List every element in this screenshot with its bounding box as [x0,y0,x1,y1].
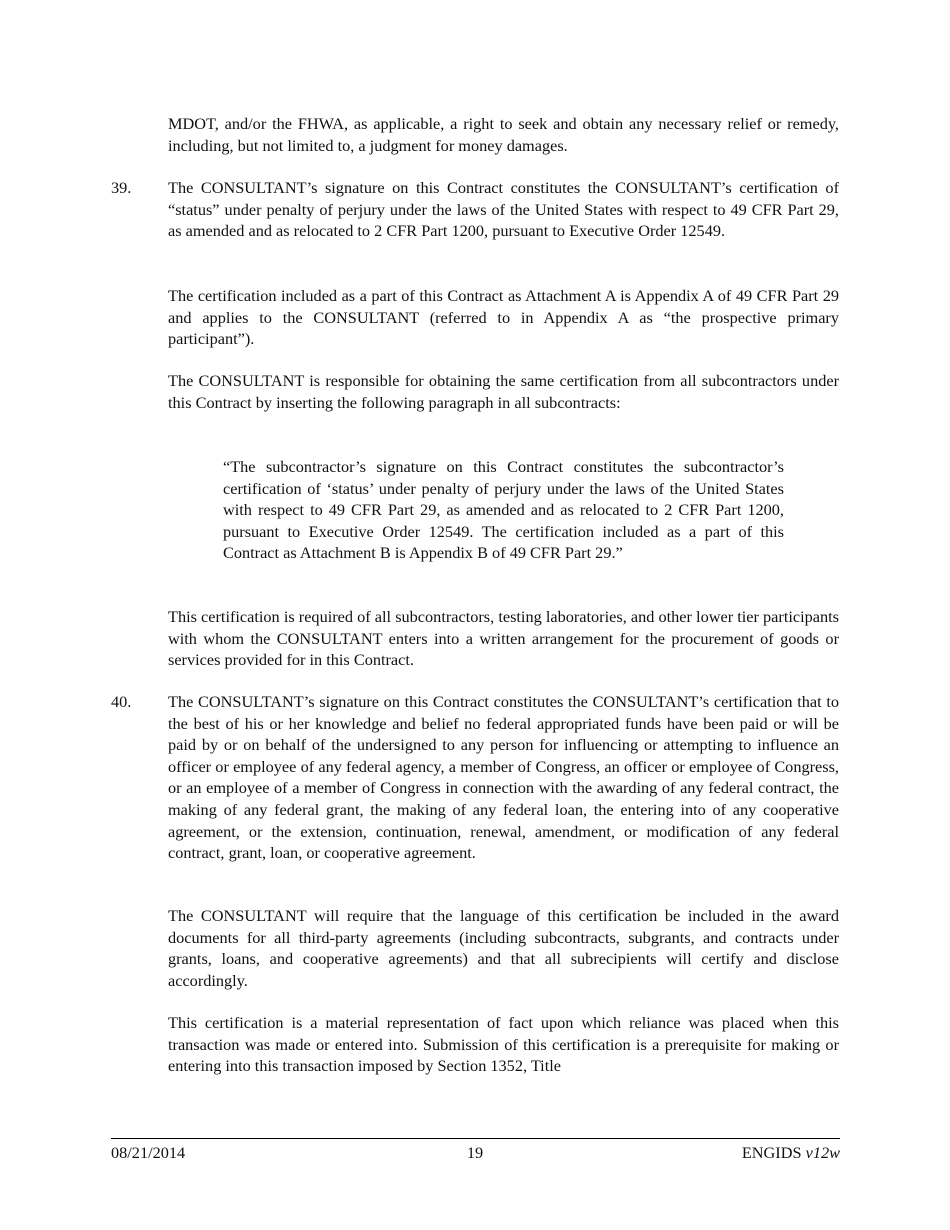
item-40-paragraph-1: The CONSULTANT’s signature on this Contract constitutes the CONSULTANT’s certification that to the best of his or her knowledge and belief no federal appropriated funds have been paid or will be paid by or on behalf of the undersigned to any person for influencing or attempting to influence an officer or employee of any federal agency, a member of Congress, an officer or employee of Congress, or an employee of a member of Congress in connection with the awarding of any federal contract, the making of any federal grant, the making of any federal loan, the entering into of any cooperative agreement, or the extension, continuation, renewal, amendment, or modification of any federal contract, grant, loan, or cooperative agreement. [168,692,839,863]
item-40-paragraph-2: The CONSULTANT will require that the language of this certification be included in the award documents for all third-party agreements (including subcontracts, subgrants, and contracts under grants, loans, and cooperative agreements) and that all subrecipients will certify and disclose accordingly. [168,906,839,990]
footer-doc-name: ENGIDS [741,1143,802,1162]
footer-divider [111,1138,840,1139]
footer-date: 08/21/2014 [111,1143,186,1162]
item-40-paragraph-3: This certification is a material representation of fact upon which reliance was placed when this transaction was made or entered into. Submission of this certification is a prerequisite for making or entering into this transaction imposed by Section 1352, Title [168,1013,839,1076]
item-39-paragraph-1: The CONSULTANT’s signature on this Contract constitutes the CONSULTANT’s certification of “status” under penalty of perjury under the laws of the United States with respect to 49 CFR Part 29, as amended and as relocated to 2 CFR Part 1200, pursuant to Executive Order 12549. [168,178,839,241]
footer-document-id [742,1142,840,1163]
item-39-closing-paragraph: This certification is required of all subcontractors, testing laboratories, and other lower tier participants with whom the CONSULTANT enters into a written arrangement for the procurement of goods or services provided for in this Contract. [168,607,839,670]
continuation-paragraph: MDOT, and/or the FHWA, as applicable, a right to seek and obtain any necessary relief or remedy, including, but not limited to, a judgment for money damages. [168,114,839,155]
item-39-quoted-clause: “The subcontractor’s signature on this Contract constitutes the subcontractor’s certification of ‘status’ under penalty of perjury under the laws of the United States with respect to 49 CFR Part 29, as amended and as relocated to 2 CFR Part 1200, pursuant to Executive Order 12549. The certification included as a part of this Contract as Attachment B is Appendix B of 49 CFR Part 29.” [223,457,784,563]
item-39-paragraph-2: The certification included as a part of this Contract as Attachment A is Appendix A of 49 CFR Part 29 and applies to the CONSULTANT (referred to in Appendix A as “the prospective primary participant”). [168,286,839,349]
footer-page-number: 19 [466,1143,484,1162]
item-39-number: 39. [111,178,132,197]
footer-version: v12w [805,1143,840,1162]
item-39-paragraph-3: The CONSULTANT is responsible for obtaining the same certification from all subcontractors under this Contract by inserting the following paragraph in all subcontracts: [168,371,839,412]
item-40-number: 40. [111,692,132,711]
